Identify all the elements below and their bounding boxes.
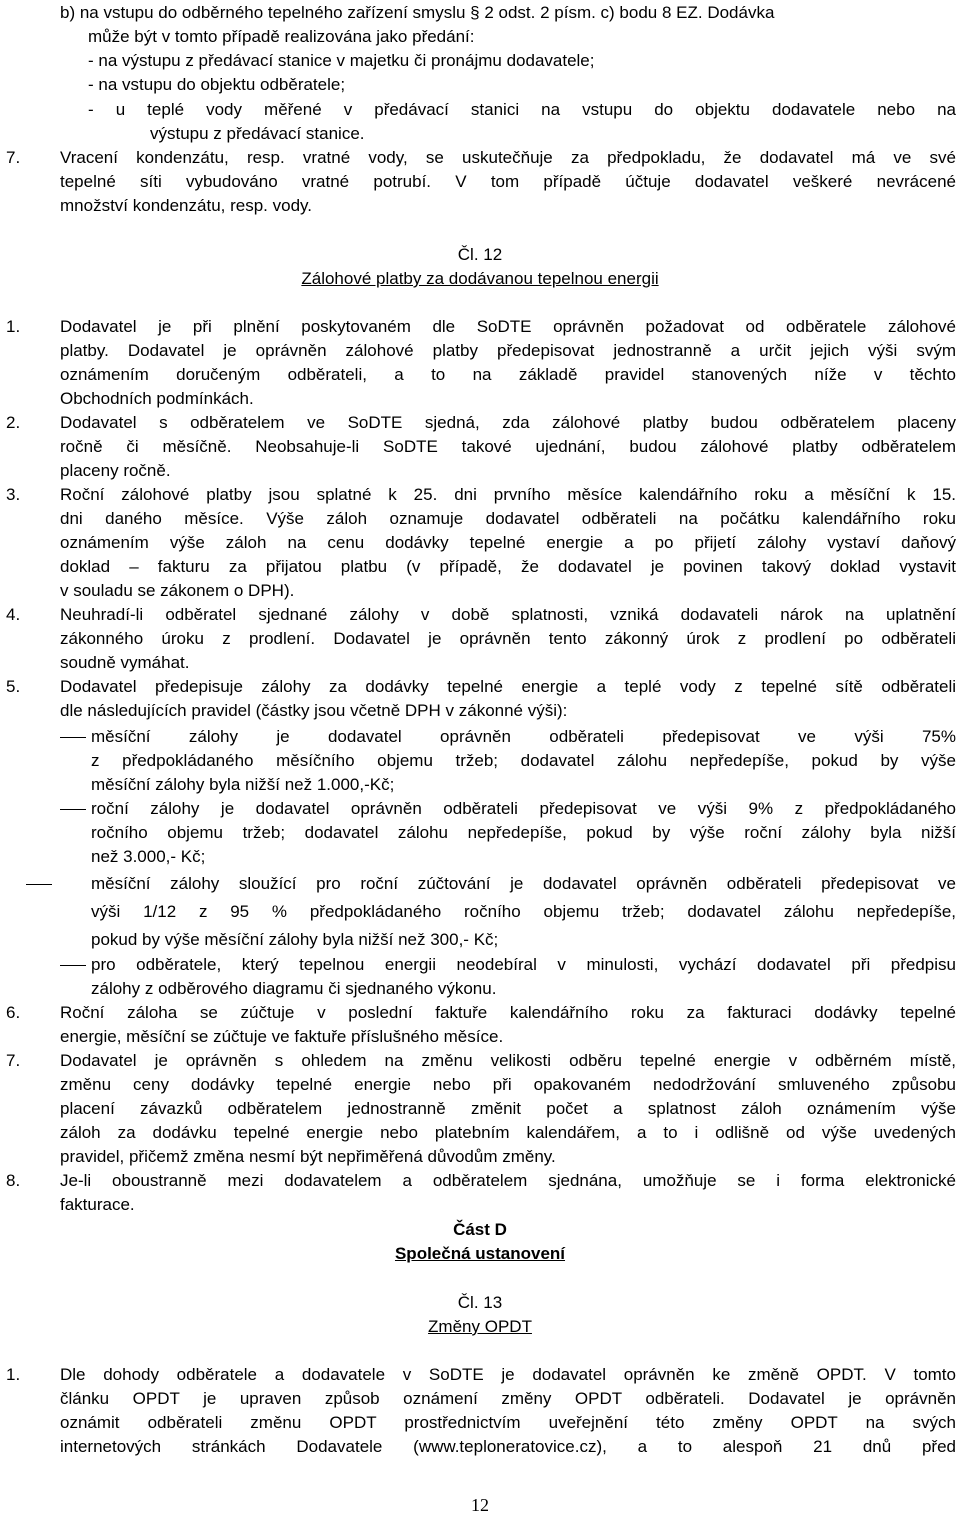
text-line: roční zálohy je dodavatel oprávněn odběrateli předepisovat ve výši 9% z předpokládaného [91,799,956,818]
text-line: záloh za dodávku tepelné energie nebo platebním kalendářem, a to i odlišně od výše uvedených [60,1123,956,1142]
list-number: 1. [6,1365,21,1384]
list-number: 8. [6,1171,21,1190]
text-line: v souladu se zákonem o DPH). [60,581,295,600]
dash-bullet [60,737,86,738]
article-title-text: Zálohové platby za dodávanou tepelnou energii [301,269,659,288]
list-number: 3. [6,485,21,504]
text-line: měsíční zálohy sloužící pro roční zúčtování je dodavatel oprávněn odběrateli předepisovat ve [91,874,956,893]
text-line: - na výstupu z předávací stanice v majetku či pronájmu dodavatele; [88,51,595,70]
text-line: doklad – fakturu za přijatou platbu (v případě, že dodavatel je povinen takový doklad vystavit [60,557,956,576]
text-line: měsíční zálohy byla nižší než 1.000,-Kč; [91,775,395,794]
text-line: zákonného úroku z prodlení. Dodavatel je oprávněn tento zákonný úrok z prodlení po odběrateli [60,629,956,648]
text-line: b) na vstupu do odběrného tepelného zařízení smyslu § 2 odst. 2 písm. c) bodu 8 EZ. Dodávka [60,3,775,22]
text-line: internetových stránkách Dodavatele (www.teploneratovice.cz), a to alespoň 21 dnů před [60,1437,956,1456]
text-line: Roční zálohové platby jsou splatné k 25. dni prvního měsíce kalendářního roku a měsíční k 15. [60,485,956,504]
text-line: ročního objemu tržeb; dodavatel zálohu nepředepíše, pokud by výše roční zálohy byla nižší [91,823,956,842]
text-line: změnu ceny dodávky tepelné energie nebo při opakovaném nedodržování smluveného způsobu [60,1075,956,1094]
text-line: Dodavatel s odběratelem ve SoDTE sjedná, zda zálohové platby budou odběratelem placeny [60,413,956,432]
text-line: Dodavatel je při plnění poskytovaném dle SoDTE oprávněn požadovat od odběratele zálohové [60,317,956,336]
text-line: zálohy z odběrového diagramu či sjednaného výkonu. [91,979,497,998]
text-line: článku OPDT je upraven způsob oznámení změny OPDT odběrateli. Dodavatel je oprávněn [60,1389,956,1408]
list-number: 1. [6,317,21,336]
text-line: z předpokládaného měsíčního objemu tržeb; dodavatel zálohu nepředepíše, pokud by výše [91,751,956,770]
article-title [0,268,960,290]
text-line: Vracení kondenzátu, resp. vratné vody, se uskutečňuje za předpokladu, že dodavatel má ve své [60,148,956,167]
article-number: Čl. 12 [457,245,503,264]
text-line: fakturace. [60,1195,135,1214]
text-line: oznámit odběrateli změnu OPDT prostřednictvím uveřejnění této změny OPDT na svých [60,1413,956,1432]
text-line: soudně vymáhat. [60,653,190,672]
text-line: platby. Dodavatel je oprávněn zálohové platby předepisovat jednostranně a určit jejich výši svým [60,341,956,360]
text-line: Obchodních podmínkách. [60,389,254,408]
text-line: Dodavatel předepisuje zálohy za dodávky tepelné energie a teplé vody z tepelné sítě odběrateli [60,677,956,696]
part-title-text: Společná ustanovení [394,1244,566,1263]
list-number: 4. [6,605,21,624]
text-line: Neuhradí-li odběratel sjednané zálohy v době splatnosti, vzniká dodavateli nárok na uplatnění [60,605,956,624]
dash-bullet [60,965,86,966]
dash-bullet [26,884,52,885]
article-number: Čl. 13 [457,1293,503,1312]
text-line: než 3.000,- Kč; [91,847,206,866]
text-line: placeny ročně. [60,461,171,480]
text-line: měsíční zálohy je dodavatel oprávněn odběrateli předepisovat ve výši 75% [91,727,956,746]
text-line: oznámením doručeným odběrateli, a to na základě pravidel stanovených níže v těchto [60,365,956,384]
text-line: tepelné síti vybudováno vratné potrubí. V tom případě účtuje dodavatel veškeré nevrácené [60,172,956,191]
text-line: energie, měsíční se zúčtuje ve faktuře příslušného měsíce. [60,1027,504,1046]
part-heading: Část D [453,1220,507,1239]
text-line: - u teplé vody měřené v předávací stanici na vstupu do objektu dodavatele nebo na [88,100,956,119]
text-line: výstupu z předávací stanice. [150,124,365,143]
text-line: výši 1/12 z 95 % předpokládaného ročního objemu tržeb; dodavatel zálohu nepředepíše, [91,902,956,921]
article-title [0,1316,960,1338]
text-line: Dodavatel je oprávněn s ohledem na změnu velikosti odběru tepelné energie v odběrném místě, [60,1051,956,1070]
list-number: 6. [6,1003,21,1022]
text-line: placení závazků odběratelem jednostranně změnit počet a splatnost záloh oznámením výše [60,1099,956,1118]
text-line: pro odběratele, který tepelnou energii neodebíral v minulosti, vychází dodavatel při předpisu [91,955,956,974]
text-line: pokud by výše měsíční zálohy byla nižší než 300,- Kč; [91,930,499,949]
list-number: 7. [6,1051,21,1070]
text-line: množství kondenzátu, resp. vody. [60,196,312,215]
text-line: může být v tomto případě realizována jako předání: [88,27,475,46]
text-line: ročně či měsíčně. Neobsahuje-li SoDTE takové ujednání, budou zálohové platby odběratelem [60,437,956,456]
dash-bullet [60,809,86,810]
text-line: dle následujících pravidel (částky jsou včetně DPH v zákonné výši): [60,701,568,720]
text-line: Roční záloha se zúčtuje v poslední faktuře kalendářního roku za fakturaci dodávky tepelné [60,1003,956,1022]
article-title-text: Změny OPDT [428,1317,532,1336]
part-title [0,1243,960,1265]
text-line: Je-li oboustranně mezi dodavatelem a odběratelem sjednána, umožňuje se i forma elektronické [60,1171,956,1190]
list-number: 2. [6,413,21,432]
text-line: oznámením výše záloh na cenu dodávky tepelné energie a po přijetí zálohy vystaví daňový [60,533,956,552]
list-number: 7. [6,148,21,167]
text-line: Dle dohody odběratele a dodavatele v SoDTE je dodavatel oprávněn ke změně OPDT. V tomto [60,1365,956,1384]
list-number: 5. [6,677,21,696]
text-line: pravidel, přičemž změna nesmí být nepřiměřená důvodům změny. [60,1147,556,1166]
page-number: 12 [471,1495,489,1515]
text-line: dni daného měsíce. Výše záloh oznamuje dodavatel odběrateli na počátku kalendářního roku [60,509,956,528]
text-line: - na vstupu do objektu odběratele; [88,75,346,94]
